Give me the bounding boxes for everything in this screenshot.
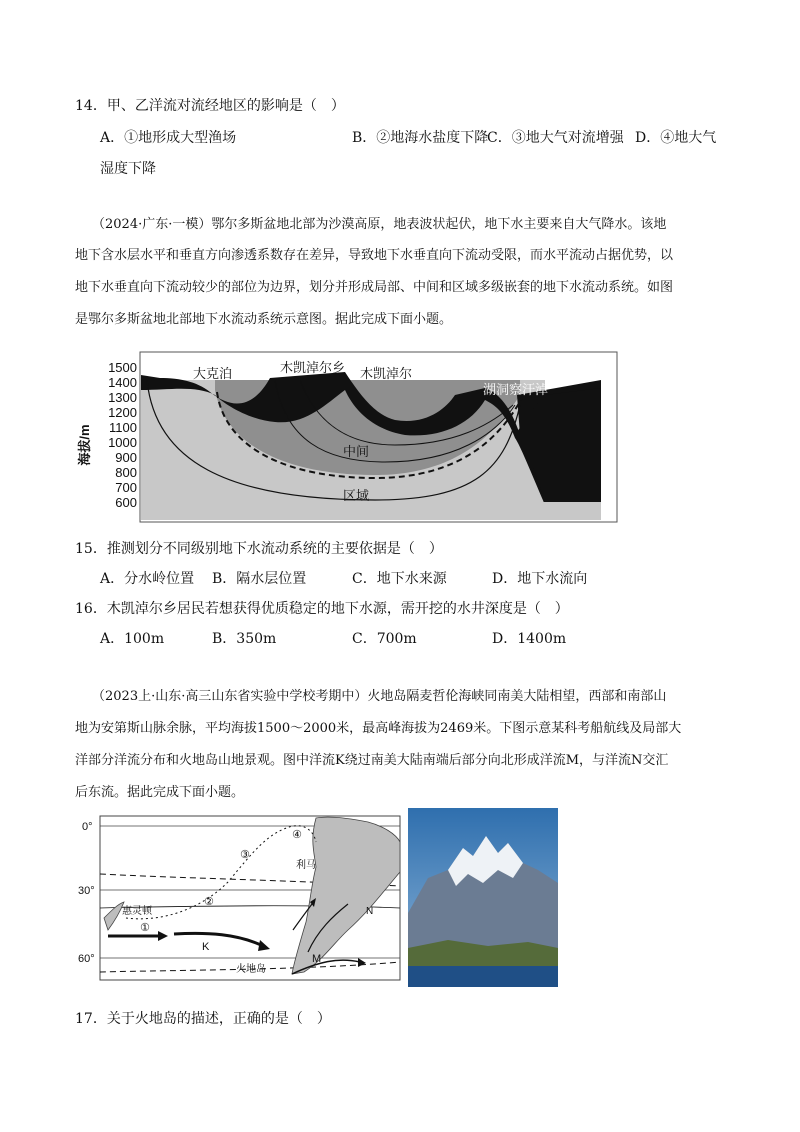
q14-option-c-visible: C．③地大气对流增强	[487, 130, 624, 146]
y-tick-1400: 1400	[108, 375, 137, 390]
q15-option-c: C．地下水来源	[352, 571, 447, 587]
label-zhongjian: 中间	[343, 444, 370, 459]
label-mukainaoer: 木凯淖尔	[360, 366, 413, 381]
lat-0-label: 0°	[82, 821, 93, 833]
label-n: N	[366, 906, 374, 917]
q14-option-d: D．④地大气	[635, 130, 717, 146]
ocean-current-map	[78, 812, 404, 984]
q17-stem: 17．关于火地岛的描述，正确的是（ ）	[75, 1011, 331, 1027]
passage2-line2: 地为安第斯山脉余脉，平均海拔1500～2000米，最高峰海拔为2469米。下图示意某科考船航线及局部大	[75, 721, 682, 736]
y-tick-1200: 1200	[108, 405, 137, 420]
q15-option-a: A．分水岭位置	[100, 571, 195, 587]
y-axis-label: 海拔/m	[77, 424, 92, 466]
label-quyu: 区域	[343, 488, 370, 503]
y-tick-1000: 1000	[108, 435, 137, 450]
lat-60-label: 60°	[78, 953, 95, 965]
label-k: K	[202, 941, 210, 953]
y-tick-900: 900	[115, 450, 137, 465]
passage2-line1: （2023上·山东·高三山东省实验中学校考期中）火地岛隔麦哲伦海峡同南美大陆相望，西部和南部山	[92, 689, 667, 704]
y-tick-700: 700	[115, 480, 137, 495]
q15-option-b: B．隔水层位置	[212, 571, 307, 587]
q16-option-d: D．1400m	[492, 631, 567, 647]
label-wellington: 惠灵顿	[122, 906, 152, 917]
passage2-line3: 洋部分洋流分布和火地岛山地景观。图中洋流K绕过南美大陆南端后部分向北形成洋流M，与洋流N交汇	[75, 753, 669, 768]
y-tick-1500: 1500	[108, 360, 137, 375]
y-tick-800: 800	[115, 465, 137, 480]
passage1-line2: 地下含水层水平和垂直方向渗透系数存在差异，导致地下水垂直向下流动受限，而水平流动占据优势，以	[75, 248, 674, 263]
q14-option-d-continued: 湿度下降	[100, 161, 156, 177]
groundwater-flow-diagram	[75, 350, 620, 528]
passage1-line1: （2024·广东·一模）鄂尔多斯盆地北部为沙漠高原，地表波状起伏，地下水主要来自大气降水。该地	[92, 217, 667, 232]
label-hudong: 湖洞察汗淖	[483, 382, 549, 397]
circle-4: ④	[292, 829, 302, 841]
label-fuegia: 火地岛	[236, 964, 266, 975]
q15-stem: 15．推测划分不同级别地下水流动系统的主要依据是（ ）	[75, 541, 443, 557]
q16-option-c: C．700m	[352, 631, 417, 647]
lat-30-label: 30°	[78, 885, 95, 897]
q16-option-b: B．350m	[212, 631, 277, 647]
y-tick-1300: 1300	[108, 390, 137, 405]
passage2-line4: 后东流。据此完成下面小题。	[75, 785, 245, 800]
passage1-line4: 是鄂尔多斯盆地北部地下水流动系统示意图。据此完成下面小题。	[75, 312, 453, 327]
y-axis-ticks	[108, 360, 137, 510]
y-tick-600: 600	[115, 495, 137, 510]
fuegia-mountain-photo	[408, 808, 558, 987]
passage1-line3: 地下水垂直向下流动较少的部位为边界，划分并形成局部、中间和区域多级嵌套的地下水流动系统。如图	[75, 280, 674, 295]
label-lima: 利马	[296, 860, 316, 871]
q14-option-b: B．②地海水盐度下降	[352, 130, 489, 146]
label-m: M	[312, 953, 322, 965]
q14-option-a: A．①地形成大型渔场	[100, 130, 237, 146]
q16-option-a: A．100m	[100, 631, 165, 647]
y-tick-1100: 1100	[109, 420, 137, 435]
circle-1: ①	[140, 922, 150, 934]
circle-3: ③	[240, 849, 250, 861]
q15-option-d: D．地下水流向	[492, 571, 588, 587]
q14-stem: 14．甲、乙洋流对流经地区的影响是（ ）	[75, 98, 345, 114]
q16-stem: 16．木凯淖尔乡居民若想获得优质稳定的地下水源，需开挖的水井深度是（ ）	[75, 601, 569, 617]
label-mukainaoer-xiang: 木凯淖尔乡	[280, 360, 346, 375]
label-dakebo: 大克泊	[193, 366, 233, 381]
circle-2: ②	[204, 896, 214, 908]
